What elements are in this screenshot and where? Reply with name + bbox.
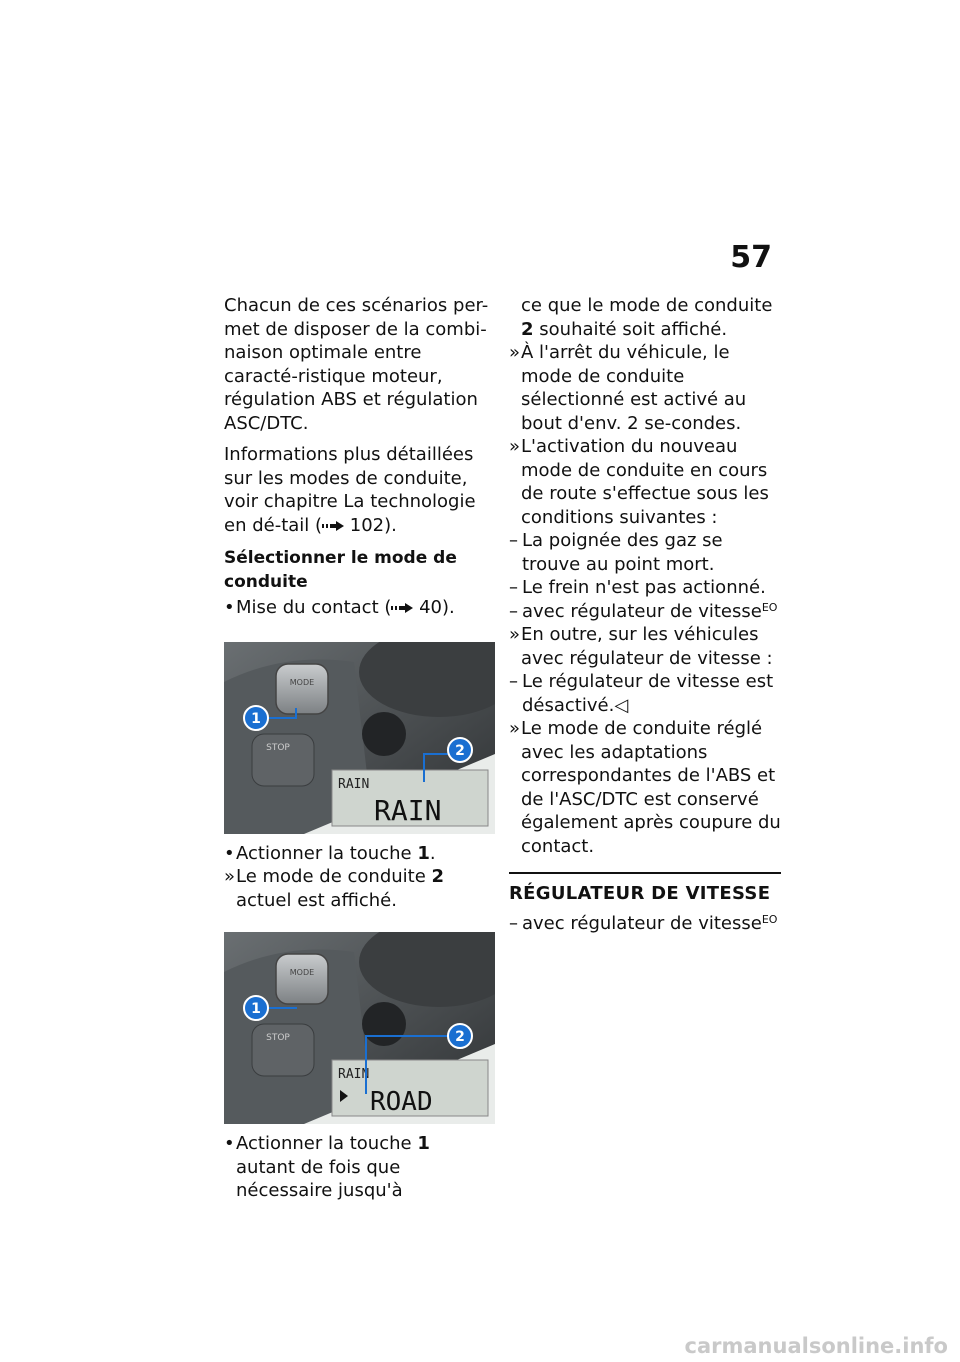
- result-arrow-icon: »: [224, 866, 236, 887]
- list-item: » L'activation du nouveau mode de conduite en cours de route s'effectue sous les conditions suivantes :: [509, 436, 769, 528]
- page-number: 57: [730, 240, 772, 275]
- dash-icon: –: [509, 671, 518, 692]
- lcd-mode-large: RAIN: [374, 793, 442, 827]
- bullet-icon: •: [224, 597, 235, 618]
- intro-paragraph: Chacun de ces scénarios per-met de disposer de la combi-naison optimale entre caracté-ristique moteur, régulation ABS et régulation ASC/DTC.: [224, 295, 489, 434]
- list-item-continued: ce que le mode de conduite 2 souhaité soit affiché.: [521, 295, 773, 340]
- list-item: – Le régulateur de vitesse est désactivé.◁: [509, 671, 774, 716]
- figure-handlebar-mode-road: [224, 932, 495, 1124]
- stop-button: [252, 734, 314, 786]
- page-reference-arrow-icon: [322, 521, 344, 531]
- list-item: » Le mode de conduite réglé avec les adaptations correspondantes de l'ABS et de l'ASC/DTC est conservé également après coupure du contact.: [509, 718, 781, 857]
- list-item: » Le mode de conduite 2 actuel est affiché.: [224, 866, 445, 911]
- option-superscript: EO: [761, 600, 778, 614]
- svg-text:1: 1: [251, 1001, 261, 1017]
- list-item: • Actionner la touche 1 autant de fois que nécessaire jusqu'à: [224, 1133, 430, 1201]
- section-title-cruise-control: RÉGULATEUR DE VITESSE: [509, 883, 771, 904]
- lcd-mode-large: ROAD: [370, 1087, 433, 1117]
- list-item: – avec régulateur de vitesse$^{EO}$: [509, 600, 778, 622]
- section-divider: [509, 872, 781, 906]
- mode-button-label: MODE: [289, 968, 315, 977]
- result-arrow-icon: »: [509, 436, 521, 457]
- dash-icon: –: [509, 530, 518, 551]
- svg-text:2: 2: [455, 742, 465, 759]
- svg-text:2: 2: [455, 1029, 465, 1045]
- watermark-footer: carmanualsonline.info: [684, 1334, 948, 1358]
- info-paragraph: [224, 443, 494, 537]
- right-column: [509, 294, 781, 935]
- result-arrow-icon: »: [509, 718, 521, 739]
- mode-button-label: MODE: [289, 677, 315, 687]
- page-reference-arrow-icon: [391, 603, 413, 613]
- dash-icon: –: [509, 600, 518, 622]
- option-superscript: EO: [761, 912, 778, 926]
- bullet-icon: •: [224, 1133, 235, 1154]
- mode-button: [276, 954, 328, 1004]
- figure-handlebar-mode-rain: [224, 642, 495, 834]
- list-item: • Actionner la touche 1.: [224, 842, 436, 864]
- mode-button: [276, 664, 328, 714]
- left-column: [224, 294, 494, 1203]
- dash-icon: –: [509, 577, 518, 598]
- stop-button-label: STOP: [266, 742, 290, 753]
- bullet-icon: •: [224, 842, 235, 864]
- section-heading-select-mode: Sélectionner le mode de conduite: [224, 548, 457, 592]
- svg-text:1: 1: [251, 710, 261, 727]
- dash-icon: –: [509, 912, 518, 934]
- list-item: – Le frein n'est pas actionné.: [509, 577, 766, 598]
- result-arrow-icon: »: [509, 624, 521, 645]
- lcd-mode-small: RAIN: [338, 776, 370, 792]
- list-item: » En outre, sur les véhicules avec régulateur de vitesse :: [509, 624, 773, 669]
- list-item: – La poignée des gaz se trouve au point mort.: [509, 530, 723, 575]
- end-of-section-icon: ◁: [614, 694, 629, 716]
- list-item: » À l'arrêt du véhicule, le mode de conduite sélectionné est activé au bout d'env. 2 se-condes.: [509, 342, 747, 434]
- list-item: • Mise du contact ( 40).: [224, 597, 455, 618]
- info-text: Informations plus détaillées sur les modes de conduite, voir chapitre La technologie en dé-tail (: [224, 444, 476, 536]
- list-item: – avec régulateur de vitesse$^{EO}$: [509, 912, 778, 934]
- result-arrow-icon: »: [509, 342, 521, 363]
- lcd-mode-small: RAIN: [338, 1067, 370, 1082]
- info-page-ref: 102).: [349, 514, 397, 536]
- stop-button-label: STOP: [266, 1033, 290, 1043]
- stop-button: [252, 1024, 314, 1076]
